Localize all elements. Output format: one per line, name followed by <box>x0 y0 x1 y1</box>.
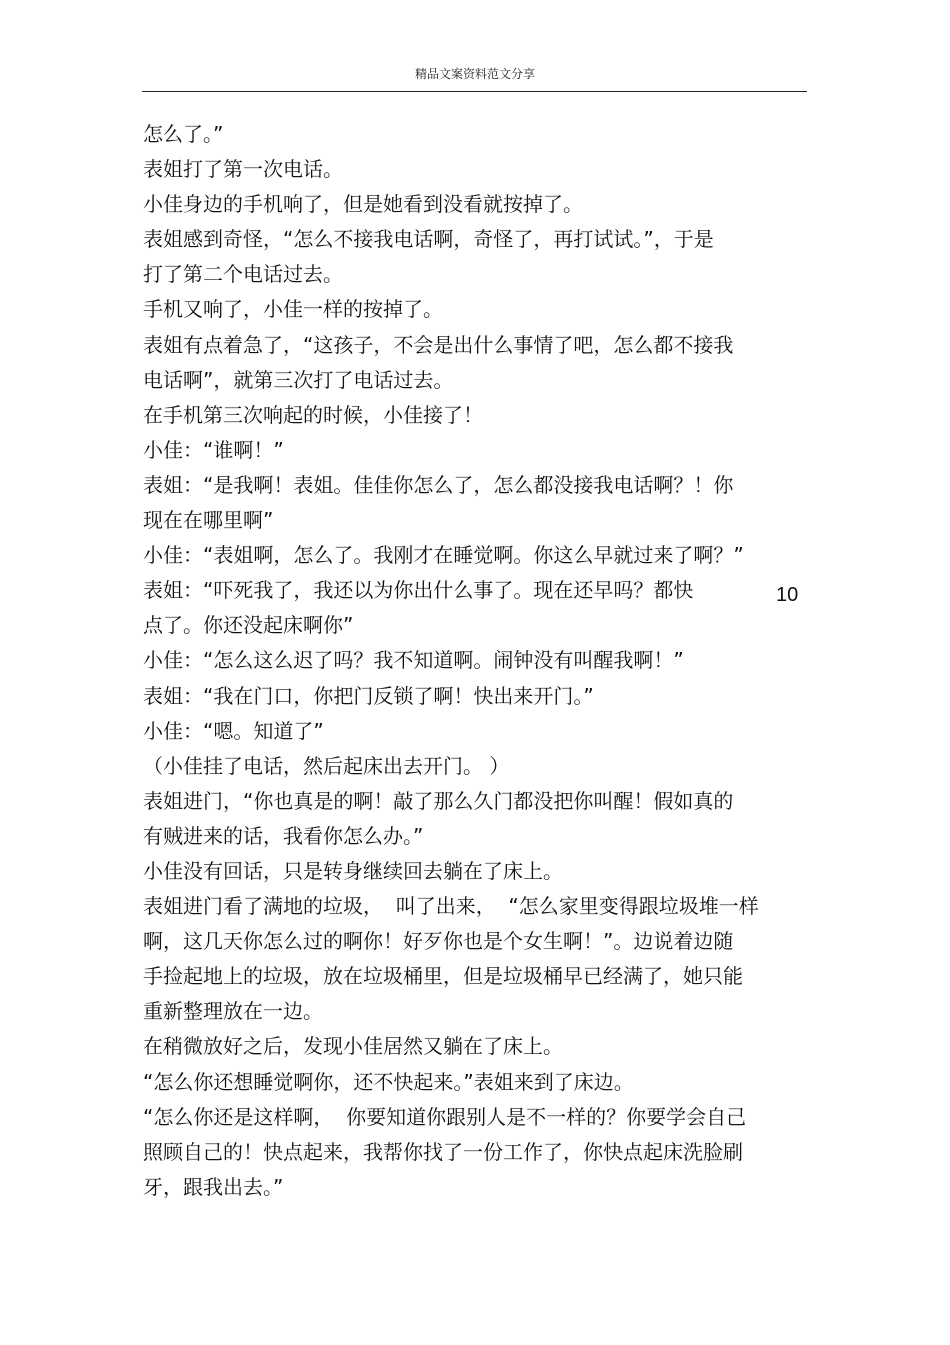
text-line: 在稍微放好之后，发现小佳居然又躺在了床上。 <box>143 1034 563 1059</box>
text-line: 小佳没有回话，只是转身继续回去躺在了床上。 <box>143 858 563 883</box>
text-line: 表姐进门，“你也真是的啊！敲了那么久门都没把你叫醒！假如真的 <box>143 788 734 813</box>
text-line: 现在在哪里啊” <box>143 508 274 533</box>
text-line: 打了第二个电话过去。 <box>143 262 343 287</box>
text-line: 手机又响了，小佳一样的按掉了。 <box>143 297 443 322</box>
text-line: 表姐：“是我啊！表姐。佳佳你怎么了，怎么都没接我电话啊？！你 <box>143 472 734 497</box>
header-rule <box>142 91 807 92</box>
inline-number-ten: 10 <box>776 584 799 606</box>
text-line: 重新整理放在一边。 <box>143 999 323 1024</box>
body-text <box>143 117 803 1205</box>
text-line: 电话啊”，就第三次打了电话过去。 <box>143 367 454 392</box>
text-line: 啊，这几天你怎么过的啊你！好歹你也是个女生啊！”。边说着边随 <box>143 929 734 954</box>
text-line: 表姐打了第一次电话。 <box>143 157 343 182</box>
text-line: （小佳挂了电话，然后起床出去开门。 ） <box>143 753 510 778</box>
text-line: 手捡起地上的垃圾，放在垃圾桶里，但是垃圾桶早已经满了，她只能 <box>143 964 743 989</box>
text-line: 小佳：“表姐啊，怎么了。我刚才在睡觉啊。你这么早就过来了啊？” <box>143 543 744 568</box>
text-line: 怎么了。” <box>143 122 224 146</box>
text-line: 在手机第三次响起的时候，小佳接了！ <box>143 402 483 427</box>
text-line: 点了。你还没起床啊你” <box>143 613 354 638</box>
text-line: 表姐：“我在门口，你把门反锁了啊！快出来开门。” <box>143 683 594 708</box>
text-line: 小佳：“嗯。知道了” <box>143 718 324 743</box>
text-line: “怎么你还想睡觉啊你，还不快起来。”表姐来到了床边。 <box>143 1069 634 1094</box>
text-line: 小佳：“谁啊！” <box>143 437 284 462</box>
text-line: 照顾自己的！快点起来，我帮你找了一份工作了，你快点起床洗脸刷 <box>143 1139 743 1164</box>
page-header: 精品文案资料范文分享 <box>414 67 535 81</box>
text-line: 表姐：“吓死我了，我还以为你出什么事了。现在还早吗？都快 <box>143 578 694 603</box>
text-line: 表姐感到奇怪，“怎么不接我电话啊，奇怪了，再打试试。”，于是 <box>143 227 714 252</box>
text-line: 表姐有点着急了，“这孩子，不会是出什么事情了吧，怎么都不接我 <box>143 332 734 357</box>
text-line: 牙，跟我出去。” <box>143 1174 284 1199</box>
text-line: “怎么你还是这样啊， 你要知道你跟别人是不一样的？你要学会自己 <box>143 1104 747 1129</box>
text-line: 小佳身边的手机响了，但是她看到没看就按掉了。 <box>143 192 583 217</box>
text-line: 有贼进来的话，我看你怎么办。” <box>143 823 424 848</box>
text-line: 表姐进门看了满地的垃圾， 叫了出来， “怎么家里变得跟垃圾堆一样 <box>143 894 759 919</box>
text-line: 小佳：“怎么这么迟了吗？我不知道啊。闹钟没有叫醒我啊！” <box>143 648 684 673</box>
